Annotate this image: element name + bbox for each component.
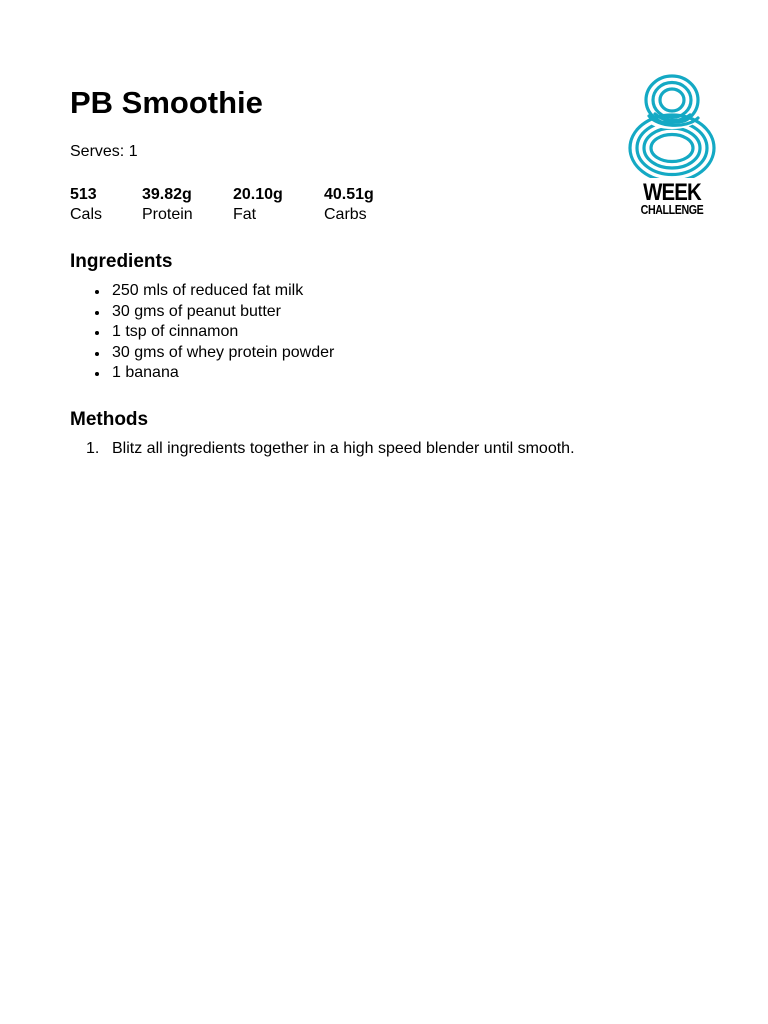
ingredient-item: 1 banana — [70, 363, 334, 384]
methods-heading: Methods — [70, 409, 149, 430]
logo-text-challenge: CHALLENGE — [640, 202, 704, 217]
nutrition-label: Cals — [70, 206, 103, 223]
eight-week-challenge-logo-icon — [624, 70, 720, 220]
nutrition-label: Protein — [142, 206, 193, 223]
nutrition-value: 20.10g — [233, 186, 283, 203]
nutrition-value: 513 — [70, 186, 97, 203]
method-step — [70, 439, 575, 459]
nutrition-carbs — [324, 185, 374, 225]
method-step-text: Blitz all ingredients together in a high speed blender until smooth. — [112, 440, 575, 457]
logo-text-week: WEEK — [643, 179, 701, 206]
ingredient-item: 30 gms of peanut butter — [70, 302, 334, 323]
ingredients-heading: Ingredients — [70, 251, 173, 272]
nutrition-label: Fat — [233, 206, 257, 223]
nutrition-calories — [70, 185, 102, 225]
ingredient-item: 30 gms of whey protein powder — [70, 343, 334, 364]
nutrition-protein — [142, 185, 193, 225]
ingredient-item: 250 mls of reduced fat milk — [70, 281, 334, 302]
methods-list — [70, 439, 575, 459]
nutrition-fat — [233, 185, 283, 225]
serves-text: Serves: 1 — [70, 143, 138, 160]
method-step-number: 1. — [86, 440, 100, 457]
page-title: PB Smoothie — [70, 85, 263, 120]
nutrition-value: 40.51g — [324, 186, 374, 203]
nutrition-label: Carbs — [324, 206, 367, 223]
nutrition-value: 39.82g — [142, 186, 192, 203]
ingredient-item: 1 tsp of cinnamon — [70, 322, 334, 343]
ingredients-list — [70, 281, 334, 384]
